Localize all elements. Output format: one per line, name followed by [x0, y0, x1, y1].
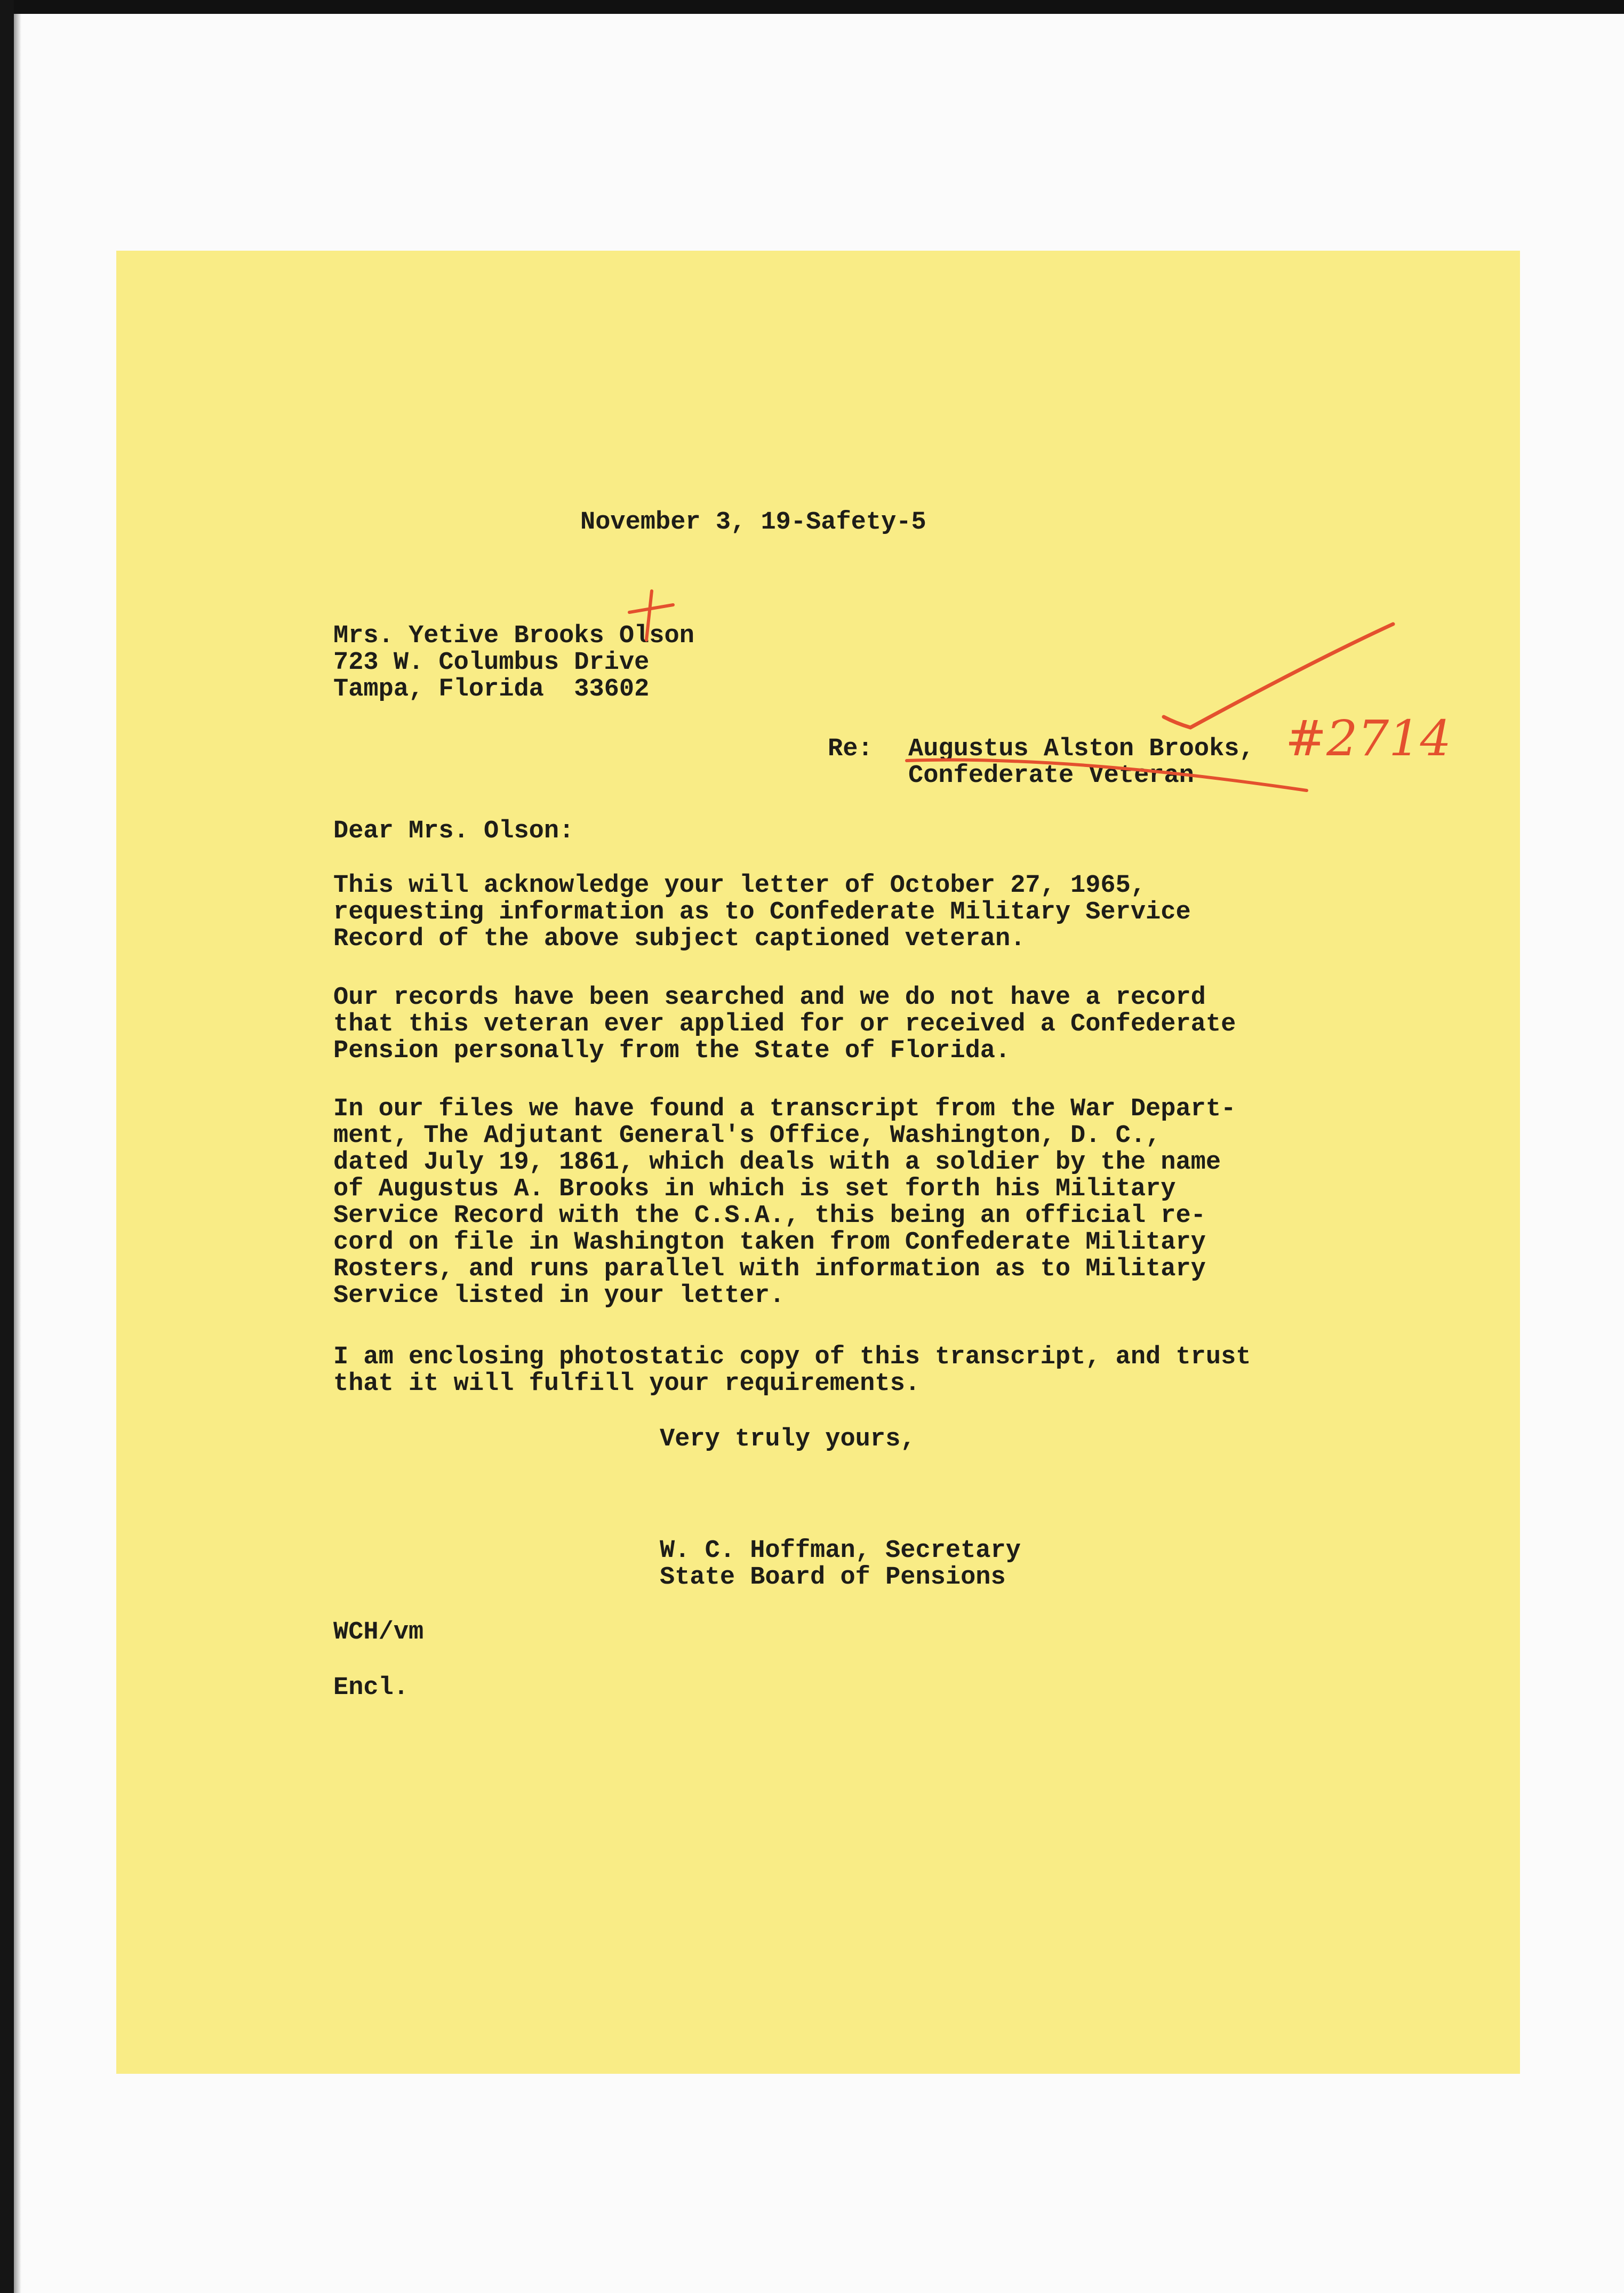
paragraph-4-line: that it will fulfill your requirements.	[333, 1370, 920, 1398]
paragraph-3-line: Rosters, and runs parallel with information as to Military	[333, 1255, 1206, 1283]
salutation: Dear Mrs. Olson:	[333, 817, 574, 845]
paragraph-1-line: Record of the above subject captioned veteran.	[333, 925, 1026, 953]
re-subject-name: Augustus Alston Brooks,	[908, 735, 1254, 763]
paragraph-3-line: dated July 19, 1861, which deals with a soldier by the name	[333, 1148, 1221, 1177]
signature-title: State Board of Pensions	[660, 1563, 1006, 1592]
paragraph-3-line: Service Record with the C.S.A., this being an official re-	[333, 1202, 1206, 1230]
olson-correction-stroke	[646, 591, 652, 640]
signature-name: W. C. Hoffman, Secretary	[660, 1537, 1021, 1565]
paragraph-3-line: of Augustus A. Brooks in which is set forth his Military	[333, 1175, 1176, 1203]
paragraph-3-line: cord on file in Washington taken from Confederate Military	[333, 1228, 1206, 1257]
paragraph-4-line: I am enclosing photostatic copy of this transcript, and trust	[333, 1343, 1251, 1371]
paragraph-1-line: This will acknowledge your letter of October 27, 1965,	[333, 872, 1146, 900]
enclosure-note: Encl.	[333, 1674, 409, 1702]
paragraph-2-line: Our records have been searched and we do not have a record	[333, 984, 1206, 1012]
underline-stroke	[907, 760, 1307, 790]
re-label: Re:	[828, 735, 873, 763]
recipient-city: Tampa, Florida 33602	[333, 675, 650, 704]
paragraph-2-line: that this veteran ever applied for or received a Confederate	[333, 1010, 1236, 1038]
letter-date: November 3, 19-Safety-5	[580, 508, 926, 537]
re-subject-status: Confederate Veteran	[908, 762, 1194, 790]
recipient-street: 723 W. Columbus Drive	[333, 649, 650, 677]
recipient-name: Mrs. Yetive Brooks Olson	[333, 622, 694, 650]
paragraph-2-line: Pension personally from the State of Florida.	[333, 1037, 1011, 1065]
closing: Very truly yours,	[660, 1425, 916, 1453]
paragraph-1-line: requesting information as to Confederate Military Service	[333, 898, 1191, 926]
paragraph-3-line: In our files we have found a transcript from the War Depart-	[333, 1095, 1236, 1123]
typist-initials: WCH/vm	[333, 1618, 424, 1647]
case-number-annotation: #2714	[1285, 710, 1452, 767]
paragraph-3-line: Service listed in your letter.	[333, 1282, 785, 1310]
paragraph-3-line: ment, The Adjutant General's Office, Washington, D. C.,	[333, 1122, 1161, 1150]
